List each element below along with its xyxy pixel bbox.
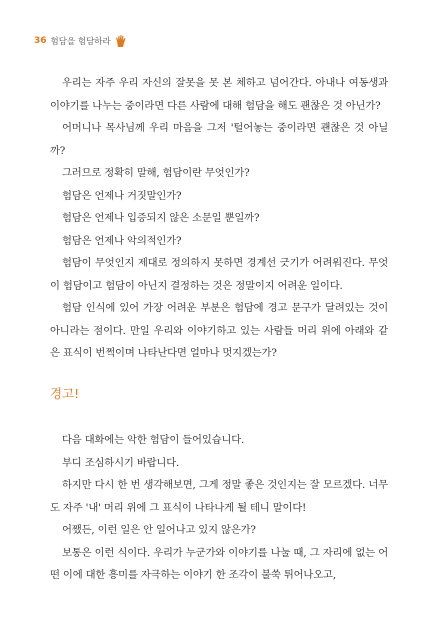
paragraph: 어쨌든, 이런 일은 안 일어나고 있지 않은가? (62, 524, 256, 536)
paragraph: 어머니나 목사님께 우리 마음을 그저 '털어놓는 중이라면 괜찮은 것 아닐까? (50, 122, 388, 157)
paragraph: 험담은 언제나 거짓말인가? (62, 189, 182, 202)
paragraph: 하지만 다시 한 번 생각해보면, 그게 정말 좋은 것인지는 잘 모르겠다. 너무도 자주 '내' 머리 위에 그 표식이 나타나게 될 테니 말이다! (50, 479, 388, 514)
paragraph: 험담은 언제나 악의적인가? (62, 234, 182, 247)
paragraph: 그러므로 정확히 말해, 험담이란 무엇인가? (62, 167, 250, 179)
body-text-bottom (50, 429, 388, 587)
running-title: 험담을 험담하라 (50, 37, 111, 47)
paragraph: 부디 조심하시기 바랍니다. (62, 456, 180, 469)
body-text-top (50, 72, 388, 365)
section-title-warning: 경고! (50, 386, 80, 401)
paragraph: 우리는 자주 우리 자신의 잘못을 못 본 체하고 넘어간다. 아내나 여동생과 이야기를 나누는 중이라면 다른 사람에 대해 험담을 해도 괜찮은 것 아닌가? (50, 77, 388, 112)
paragraph: 험담은 언제나 입증되지 않은 소문일 뿐일까? (62, 212, 260, 224)
paragraph: 험담이 무엇인지 제대로 정의하지 못하면 경계선 긋기가 어려워진다. 무엇이 험담이고 험담이 아닌지 결정하는 것은 정말이지 어려운 일이다. (50, 257, 388, 292)
running-header (34, 34, 127, 48)
paragraph: 보통은 이런 식이다. 우리가 누군가와 이야기를 나눌 때, 그 자리에 없는 어떤 이에 대한 흥미를 자극하는 이야기 한 조각이 불쑥 튀어나오고, (50, 546, 388, 581)
paragraph: 험담 인식에 있어 가장 어려운 부분은 험담에 경고 문구가 달려있는 것이 아니라는 점이다. 만일 우리와 이야기하고 있는 사람들 머리 위에 아래와 같은 표식이 번쩍이며 나타난다면 얼마나 멋지겠는가? (50, 302, 388, 359)
paragraph: 다음 대화에는 악한 험담이 들어있습니다. (62, 434, 245, 446)
hand-icon (115, 34, 127, 48)
page-number: 36 (34, 36, 47, 46)
